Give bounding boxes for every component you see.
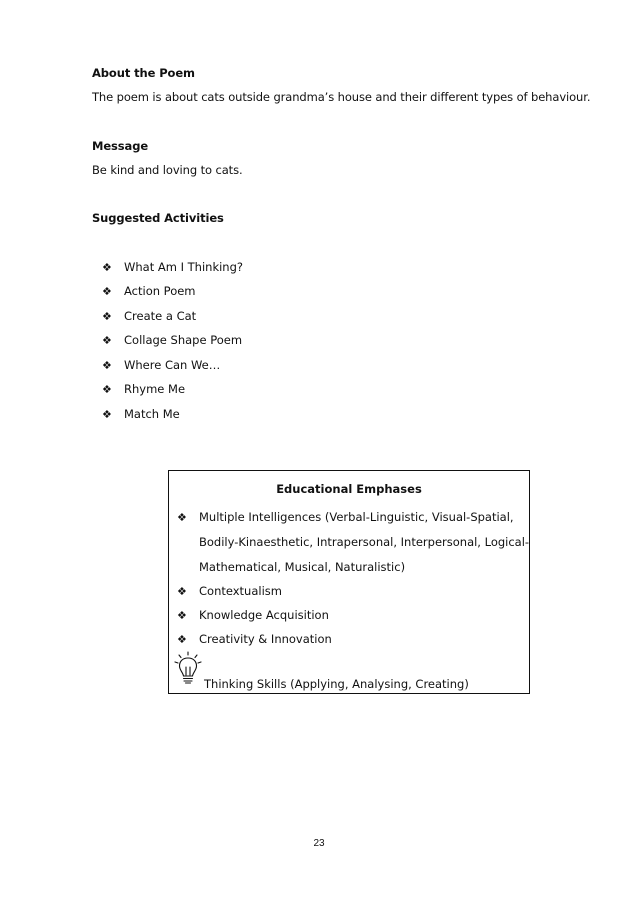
list-item [102, 407, 180, 421]
emphases-title: Educational Emphases [276, 482, 422, 496]
diamond-bullet-icon: ❖ [177, 511, 187, 524]
diamond-bullet-icon: ❖ [102, 359, 112, 372]
diamond-bullet-icon: ❖ [177, 585, 187, 598]
emphasis-line: Creativity & Innovation [199, 632, 332, 646]
page-number: 23 [313, 838, 325, 849]
activity-label: Action Poem [124, 284, 196, 298]
emphasis-continuation: Mathematical, Musical, Naturalistic) [199, 560, 406, 574]
educational-emphases-box [168, 470, 530, 694]
list-item [177, 584, 282, 599]
diamond-bullet-icon: ❖ [102, 383, 112, 396]
activities-heading: Suggested Activities [92, 211, 224, 225]
list-item [102, 382, 185, 396]
emphasis-line: Contextualism [199, 584, 282, 598]
list-item [177, 632, 332, 647]
list-item [102, 284, 196, 298]
list-item [102, 260, 243, 274]
diamond-bullet-icon: ❖ [177, 609, 187, 622]
activity-label: What Am I Thinking? [124, 260, 243, 274]
list-item [102, 333, 242, 347]
about-heading: About the Poem [92, 66, 195, 80]
activity-label: Match Me [124, 407, 180, 421]
message-text: Be kind and loving to cats. [92, 163, 243, 177]
about-text: The poem is about cats outside grandma’s house and their different types of behaviour. [92, 90, 591, 104]
emphasis-line: Multiple Intelligences (Verbal-Linguistic, Visual-Spatial, [199, 510, 514, 524]
diamond-bullet-icon: ❖ [177, 633, 187, 646]
diamond-bullet-icon: ❖ [102, 334, 112, 347]
thinking-skills: Thinking Skills (Applying, Analysing, Creating) [204, 677, 469, 691]
diamond-bullet-icon: ❖ [102, 285, 112, 298]
emphasis-line: Knowledge Acquisition [199, 608, 329, 622]
activity-label: Create a Cat [124, 309, 197, 323]
diamond-bullet-icon: ❖ [102, 261, 112, 274]
lightbulb-icon [173, 651, 203, 687]
list-item [177, 608, 329, 623]
activity-label: Where Can We… [124, 358, 221, 372]
list-item [177, 510, 514, 525]
activity-label: Collage Shape Poem [124, 333, 243, 347]
emphasis-continuation: Bodily-Kinaesthetic, Intrapersonal, Interpersonal, Logical- [199, 535, 530, 549]
diamond-bullet-icon: ❖ [102, 408, 112, 421]
list-item [102, 358, 220, 372]
message-heading: Message [92, 139, 149, 153]
list-item [102, 309, 196, 323]
activity-label: Rhyme Me [124, 382, 186, 396]
diamond-bullet-icon: ❖ [102, 310, 112, 323]
